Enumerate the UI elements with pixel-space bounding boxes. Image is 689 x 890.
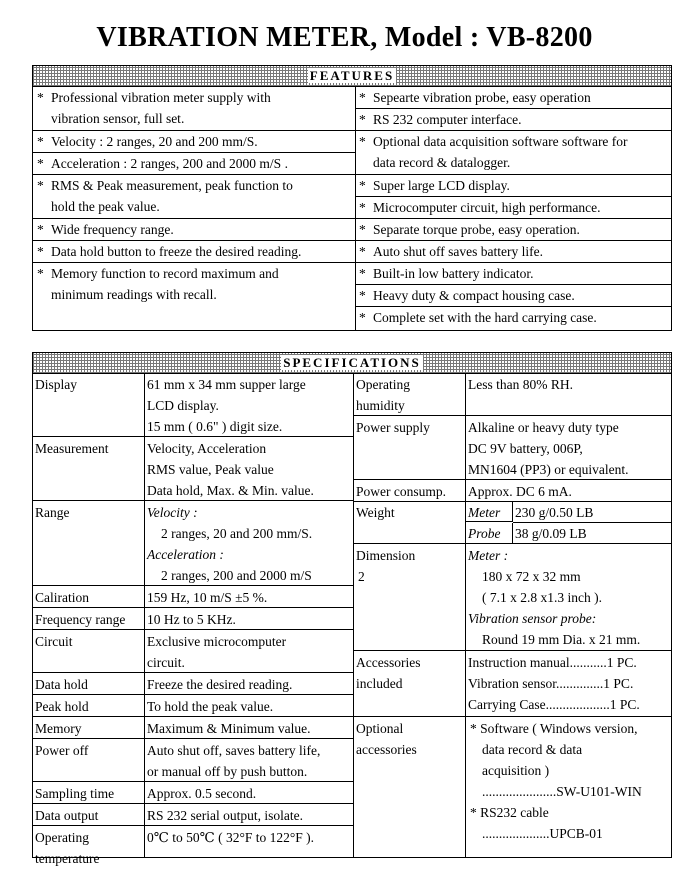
- feature-item: * Auto shut off saves battery life.: [355, 241, 671, 263]
- spec-label: Frequency range: [33, 609, 144, 630]
- spec-row-humidity: [33, 374, 671, 416]
- spec-label: Operating humidity: [354, 374, 465, 416]
- spec-value: Freeze the desired reading.: [145, 674, 353, 695]
- feature-item: * Complete set with the hard carrying case.: [359, 310, 597, 325]
- spec-row-optional-accessories: [33, 718, 671, 866]
- weight-meter-label: Meter: [466, 502, 513, 522]
- spec-value: Exclusive microcomputer circuit.: [145, 631, 353, 673]
- feature-item: * Data hold button to freeze the desired reading.: [33, 241, 355, 263]
- spec-value: Approx. 0.5 second.: [145, 783, 353, 804]
- spec-label: Memory: [33, 718, 144, 739]
- feature-item: * Built-in low battery indicator.: [355, 263, 671, 285]
- feature-item: * Separate torque probe, easy operation.: [355, 219, 671, 241]
- spec-value: Approx. DC 6 mA.: [466, 481, 671, 502]
- spec-value: Velocity : 2 ranges, 20 and 200 mm/S. Acceleration : 2 ranges, 200 and 2000 m/S: [145, 502, 353, 586]
- spec-label: Data output: [33, 805, 144, 826]
- feature-item: * RS 232 computer interface.: [355, 109, 671, 131]
- spec-label: Dimension 2: [354, 545, 465, 651]
- feature-item: * Heavy duty & compact housing case.: [355, 285, 671, 307]
- spec-value: 0℃ to 50℃ ( 32°F to 122°F ).: [147, 830, 315, 845]
- spec-label: Operating temperature: [35, 830, 100, 866]
- spec-row-power-supply: [33, 417, 671, 480]
- spec-label: Power supply: [354, 417, 465, 480]
- spec-value: * Software ( Windows version, data record & data acquisition ) ......................SW-U101-WIN * RS232 cable ....................UPCB-01: [470, 721, 642, 841]
- feature-item: * Optional data acquisition software software for data record & datalogger.: [355, 131, 671, 175]
- spec-value: Alkaline or heavy duty type DC 9V battery, 006P, MN1604 (PP3) or equivalent.: [466, 417, 671, 480]
- spec-label: Optional accessories: [356, 721, 417, 757]
- spec-value: Velocity, Acceleration RMS value, Peak value Data hold, Max. & Min. value.: [145, 438, 353, 501]
- spec-label: Power off: [33, 740, 144, 782]
- spec-label: Accessories included: [354, 652, 465, 717]
- spec-value: 159 Hz, 10 m/S ±5 %.: [145, 587, 353, 608]
- spec-row-power-consumption: [33, 481, 671, 502]
- spec-value: Less than 80% RH.: [466, 374, 671, 416]
- spec-row-accessories: [33, 652, 671, 717]
- feature-item: * Velocity : 2 ranges, 20 and 200 mm/S.: [33, 131, 355, 153]
- weight-probe-label: Probe: [466, 523, 513, 544]
- spec-label: Power consump.: [354, 481, 465, 502]
- features-table: [32, 65, 672, 331]
- spec-label: Circuit: [33, 631, 144, 673]
- feature-item: * Super large LCD display.: [355, 175, 671, 197]
- feature-item: * Professional vibration meter supply with vibration sensor, full set.: [33, 87, 355, 131]
- spec-row-dimension: [33, 545, 671, 651]
- weight-probe-value: 38 g/0.09 LB: [513, 523, 671, 544]
- feature-item: * Sepearte vibration probe, easy operation: [355, 87, 671, 109]
- feature-item: * Wide frequency range.: [33, 219, 355, 241]
- spec-value: Auto shut off, saves battery life, or manual off by push button.: [145, 740, 353, 782]
- spec-label: Measurement: [33, 438, 144, 501]
- feature-item: * Acceleration : 2 ranges, 200 and 2000 m/S .: [33, 153, 355, 175]
- specifications-table: [32, 352, 672, 866]
- spec-value: Maximum & Minimum value.: [145, 718, 353, 739]
- spec-value: RS 232 serial output, isolate.: [145, 805, 353, 826]
- features-header: FEATURES: [33, 66, 671, 87]
- spec-label: Caliration: [33, 587, 144, 608]
- spec-label: Display: [33, 374, 144, 437]
- spec-label: Weight: [354, 502, 465, 544]
- spec-label: Peak hold: [33, 696, 144, 717]
- spec-value: To hold the peak value.: [145, 696, 353, 717]
- feature-item: * Memory function to record maximum and minimum readings with recall.: [37, 266, 279, 302]
- specifications-header: SPECIFICATIONS: [33, 353, 671, 374]
- page-title: VIBRATION METER, Model : VB-8200: [96, 22, 593, 53]
- spec-label: Range: [33, 502, 144, 586]
- spec-value: 61 mm x 34 mm supper large LCD display. 15 mm ( 0.6" ) digit size.: [145, 374, 353, 437]
- weight-meter-value: 230 g/0.50 LB: [513, 502, 671, 523]
- spec-value: [466, 502, 671, 544]
- features-left-column: [33, 87, 356, 330]
- spec-label: Data hold: [33, 674, 144, 695]
- features-right-column: [355, 87, 671, 330]
- spec-value: Meter : 180 x 72 x 32 mm ( 7.1 x 2.8 x1.3 inch ). Vibration sensor probe: Round 19 mm Dia. x 21 mm.: [466, 545, 671, 651]
- feature-item: * Microcomputer circuit, high performance.: [355, 197, 671, 219]
- spec-label: Sampling time: [33, 783, 144, 804]
- spec-row-weight: [33, 502, 671, 544]
- spec-value: Instruction manual...........1 PC. Vibration sensor..............1 PC. Carrying Case...................1 PC.: [466, 652, 671, 717]
- spec-value: 10 Hz to 5 KHz.: [145, 609, 353, 630]
- feature-item: * RMS & Peak measurement, peak function to hold the peak value.: [33, 175, 355, 219]
